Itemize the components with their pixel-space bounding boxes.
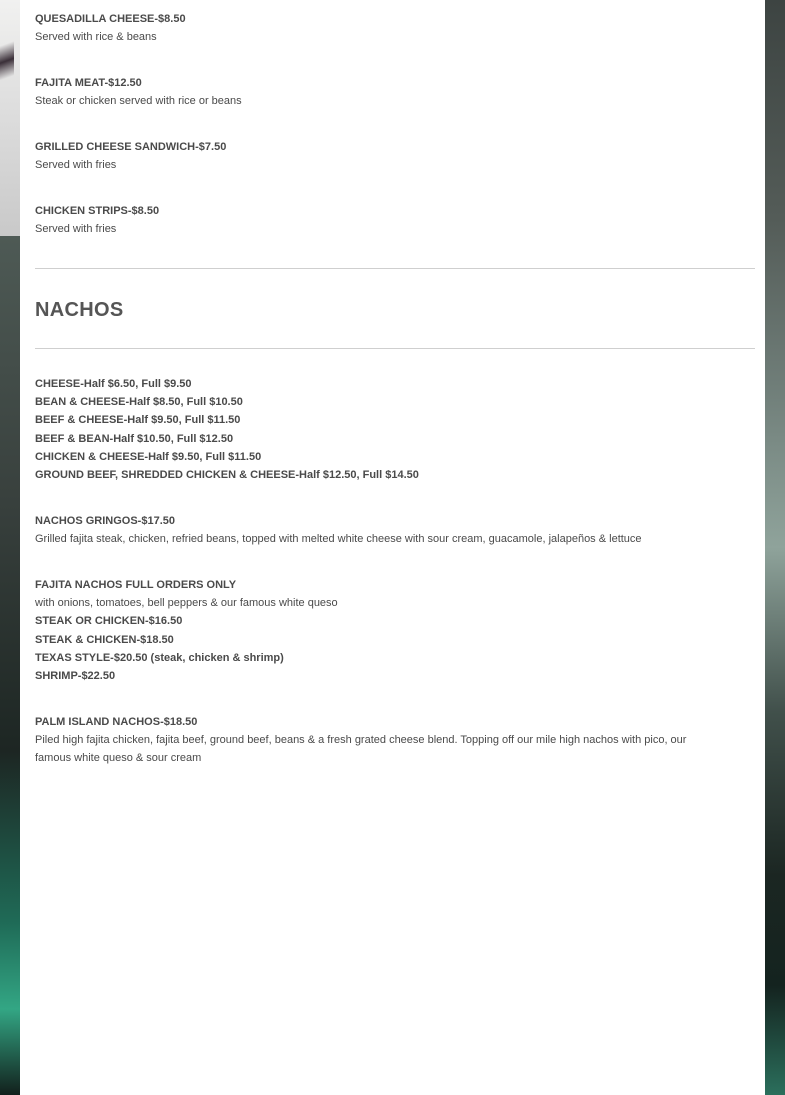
menu-item-description: with onions, tomatoes, bell peppers & our famous white queso (35, 597, 338, 610)
background-photo-left-bottom (0, 236, 20, 1095)
menu-item-title: PALM ISLAND NACHOS-$18.50 (35, 716, 198, 728)
section-heading-nachos: NACHOS (35, 299, 124, 321)
menu-item-description: Steak or chicken served with rice or beans (35, 95, 242, 108)
menu-item-title: CHICKEN STRIPS-$8.50 (35, 205, 160, 217)
menu-item-option: TEXAS STYLE-$20.50 (steak, chicken & shrimp) (35, 651, 284, 664)
menu-item-option: STEAK OR CHICKEN-$16.50 (35, 615, 183, 628)
menu-item-description: famous white queso & sour cream (35, 752, 202, 765)
section-divider (35, 268, 755, 269)
background-photo-left-top (0, 0, 20, 236)
menu-item-title: CHICKEN & CHEESE-Half $9.50, Full $11.50 (35, 450, 262, 463)
menu-item (35, 74, 755, 110)
menu-item-title: GROUND BEEF, SHREDDED CHICKEN & CHEESE-Half $12.50, Full $14.50 (35, 469, 419, 482)
section-divider (35, 348, 755, 349)
menu-item-title: FAJITA NACHOS FULL ORDERS ONLY (35, 579, 237, 591)
menu-item-description: Served with rice & beans (35, 31, 157, 44)
menu-item (35, 512, 755, 548)
menu-item-description: Grilled fajita steak, chicken, refried beans, topped with melted white cheese with sour cream, guacamole, jalapeños & lettuce (35, 533, 642, 546)
menu-panel (20, 0, 765, 1095)
menu-item-title: CHEESE-Half $6.50, Full $9.50 (35, 378, 192, 390)
menu-item-option: STEAK & CHICKEN-$18.50 (35, 633, 174, 646)
menu-item (35, 10, 755, 46)
menu-item-title: NACHOS GRINGOS-$17.50 (35, 515, 175, 527)
menu-item-title: BEEF & BEAN-Half $10.50, Full $12.50 (35, 432, 234, 445)
menu-item-title: BEAN & CHEESE-Half $8.50, Full $10.50 (35, 396, 243, 409)
menu-item-description: Served with fries (35, 223, 117, 236)
menu-item (35, 576, 755, 685)
menu-item (35, 138, 755, 174)
menu-item-description: Piled high fajita chicken, fajita beef, ground beef, beans & a fresh grated cheese blend. Topping off our mile high nachos with pico, our (35, 734, 687, 747)
background-photo-right (765, 0, 785, 1095)
menu-item-title: QUESADILLA CHEESE-$8.50 (35, 13, 186, 25)
nachos-size-list (35, 375, 755, 484)
menu-item-description: Served with fries (35, 159, 117, 172)
menu-item-title: FAJITA MEAT-$12.50 (35, 77, 142, 89)
menu-item-option: SHRIMP-$22.50 (35, 670, 116, 683)
menu-item-title: GRILLED CHEESE SANDWICH-$7.50 (35, 141, 227, 153)
menu-item (35, 202, 755, 238)
menu-item-title: BEEF & CHEESE-Half $9.50, Full $11.50 (35, 414, 241, 427)
menu-item (35, 713, 755, 768)
